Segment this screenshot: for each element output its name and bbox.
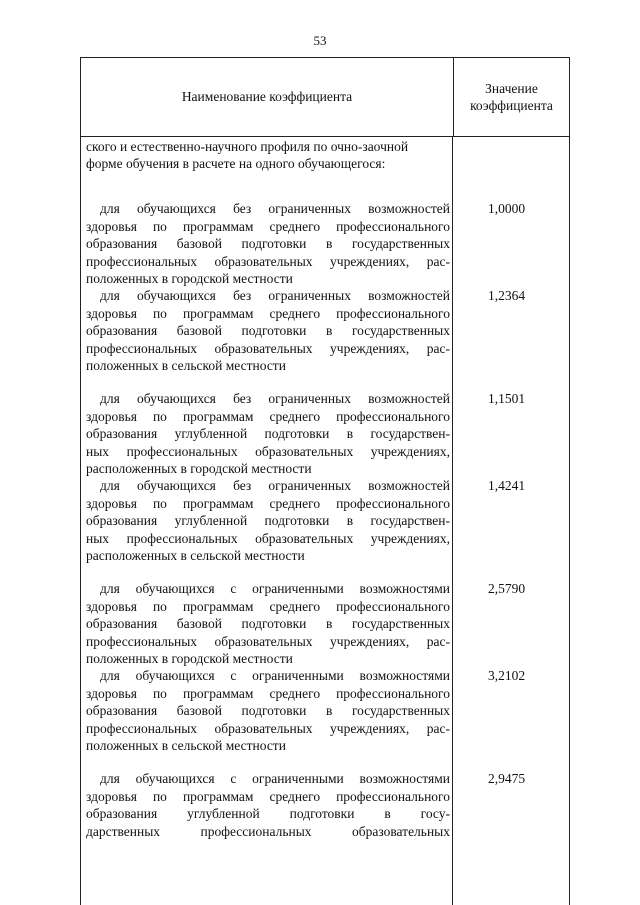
entry-line: образования базовой подготовки в государственных xyxy=(86,616,450,632)
coefficient-entry xyxy=(86,200,450,288)
entry-line: здоровья по программам среднего профессионального xyxy=(86,598,450,614)
coefficient-value: 1,2364 xyxy=(488,288,526,303)
entry-line: здоровья по программам среднего профессионального xyxy=(86,408,450,424)
entry-line: для обучающихся без ограниченных возможностей xyxy=(100,478,450,493)
entry-line: образования углубленной подготовки в государствен- xyxy=(86,513,450,529)
coefficient-value: 1,0000 xyxy=(488,201,526,216)
entry-line: здоровья по программам среднего профессионального xyxy=(86,218,450,234)
coefficient-entry xyxy=(86,667,450,755)
entry-line: для обучающихся без ограниченных возможностей xyxy=(100,391,450,406)
coefficient-value: 1,4241 xyxy=(488,478,526,493)
entry-line: для обучающихся с ограниченными возможностями xyxy=(100,668,450,683)
entry-line: для обучающихся без ограниченных возможностей xyxy=(100,288,450,303)
entry-line: положенных в городской местности xyxy=(86,651,293,667)
intro-line-2: форме обучения в расчете на одного обучающегося: xyxy=(86,156,386,171)
entry-line: ных профессиональных образовательных учреждениях, xyxy=(86,530,450,546)
header-value-label-line2: коэффициента xyxy=(470,98,553,113)
coefficient-entry xyxy=(86,477,450,565)
entry-line: ных профессиональных образовательных учреждениях, xyxy=(86,443,450,459)
header-value-column xyxy=(454,58,569,136)
table-left-border xyxy=(80,137,81,905)
header-name-column xyxy=(81,58,454,136)
entry-line: образования базовой подготовки в государственных xyxy=(86,323,450,339)
coefficient-value: 2,9475 xyxy=(488,771,526,786)
entry-line: положенных в сельской местности xyxy=(86,358,286,374)
coefficient-value: 2,5790 xyxy=(488,581,526,596)
table-header xyxy=(80,57,570,137)
header-name-label: Наименование коэффициента xyxy=(181,89,353,104)
entry-line: профессиональных образовательных учреждениях, рас- xyxy=(86,253,450,269)
entry-line: здоровья по программам среднего профессионального xyxy=(86,495,450,511)
entry-line: для обучающихся с ограниченными возможностями xyxy=(100,771,450,786)
entry-line: для обучающихся без ограниченных возможностей xyxy=(100,201,450,216)
coefficient-value: 1,1501 xyxy=(488,391,526,406)
entry-line: расположенных в городской местности xyxy=(86,461,312,477)
entry-line: здоровья по программам среднего профессионального xyxy=(86,788,450,804)
coefficient-entry xyxy=(86,390,450,478)
entry-line: для обучающихся с ограниченными возможностями xyxy=(100,581,450,596)
coefficient-entry xyxy=(86,287,450,375)
entry-line: образования углубленной подготовки в государствен- xyxy=(86,426,450,442)
page-number: 53 xyxy=(313,33,327,48)
entry-line: расположенных в сельской местности xyxy=(86,548,305,564)
entry-line: профессиональных образовательных учреждениях, рас- xyxy=(86,720,450,736)
coefficient-value: 3,2102 xyxy=(488,668,526,683)
entry-line: образования базовой подготовки в государственных xyxy=(86,236,450,252)
intro-line-1: ского и естественно-научного профиля по очно-заочной xyxy=(86,139,409,154)
header-value-label-line1: Значение xyxy=(485,81,538,96)
entry-line: положенных в городской местности xyxy=(86,271,293,287)
entry-line: профессиональных образовательных учреждениях, рас- xyxy=(86,633,450,649)
intro-text xyxy=(86,138,450,172)
entry-line: здоровья по программам среднего профессионального xyxy=(86,305,450,321)
entry-line: положенных в сельской местности xyxy=(86,738,286,754)
coefficient-entry xyxy=(86,580,450,668)
coefficient-entry xyxy=(86,770,450,840)
entry-line: профессиональных образовательных учреждениях, рас- xyxy=(86,340,450,356)
entry-line: образования углубленной подготовки в госу- xyxy=(86,806,450,822)
table-column-divider xyxy=(452,137,453,905)
table-right-border xyxy=(569,137,570,905)
entry-line: образования базовой подготовки в государственных xyxy=(86,703,450,719)
entry-line: здоровья по программам среднего профессионального xyxy=(86,685,450,701)
entry-line: дарственных профессиональных образовательных xyxy=(86,823,450,839)
